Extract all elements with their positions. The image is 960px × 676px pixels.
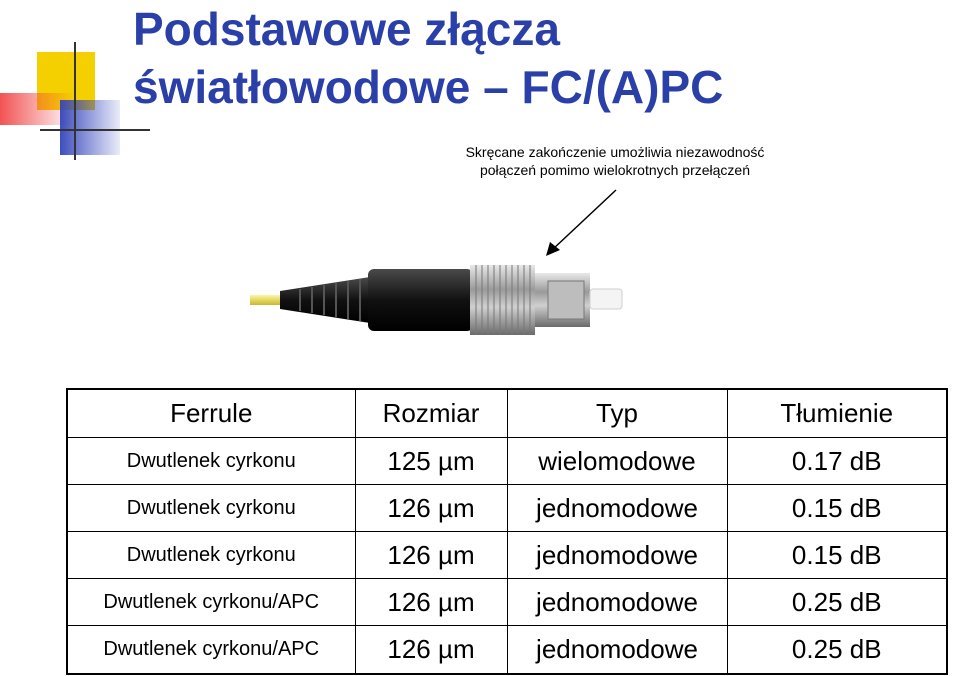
- cell-ferrule: Dwutlenek cyrkonu/APC: [67, 626, 355, 675]
- table-row: [67, 626, 947, 675]
- table-header-row: [67, 389, 947, 438]
- cell-ferrule: Dwutlenek cyrkonu/APC: [67, 579, 355, 626]
- cell-attenuation: 0.15 dB: [727, 485, 947, 532]
- cell-ferrule: Dwutlenek cyrkonu: [67, 532, 355, 579]
- cell-ferrule: Dwutlenek cyrkonu: [67, 485, 355, 532]
- header-size: Rozmiar: [355, 389, 507, 438]
- cell-attenuation: 0.15 dB: [727, 532, 947, 579]
- connector-caption: [430, 143, 800, 179]
- cell-type: jednomodowe: [507, 532, 727, 579]
- header-type: Typ: [507, 389, 727, 438]
- caption-line-1: Skręcane zakończenie umożliwia niezawodność: [465, 144, 765, 160]
- page-title: [133, 0, 723, 116]
- cell-size: 126 µm: [355, 579, 507, 626]
- cell-size: 126 µm: [355, 532, 507, 579]
- specifications-table: [66, 388, 948, 675]
- cell-attenuation: 0.25 dB: [727, 626, 947, 675]
- table-row: [67, 579, 947, 626]
- cell-type: jednomodowe: [507, 626, 727, 675]
- cell-size: 126 µm: [355, 485, 507, 532]
- header-ferrule: Ferrule: [67, 389, 355, 438]
- cell-type: wielomodowe: [507, 438, 727, 485]
- caption-line-2: połączeń pomimo wielokrotnych przełączeń: [479, 162, 751, 178]
- page-title-line-1: Podstawowe złącza: [133, 3, 560, 55]
- cell-attenuation: 0.17 dB: [727, 438, 947, 485]
- fc-connector-illustration: [250, 255, 630, 345]
- cell-size: 126 µm: [355, 626, 507, 675]
- table-row: [67, 485, 947, 532]
- table-row: [67, 532, 947, 579]
- table-row: [67, 438, 947, 485]
- page-title-line-2: światłowodowe – FC/(A)PC: [133, 61, 724, 113]
- cell-attenuation: 0.25 dB: [727, 579, 947, 626]
- arrow-icon: [540, 186, 630, 261]
- cell-type: jednomodowe: [507, 579, 727, 626]
- cell-ferrule: Dwutlenek cyrkonu: [67, 438, 355, 485]
- decorative-corner-graphic: [0, 0, 150, 160]
- cell-size: 125 µm: [355, 438, 507, 485]
- header-attenuation: Tłumienie: [727, 389, 947, 438]
- cell-type: jednomodowe: [507, 485, 727, 532]
